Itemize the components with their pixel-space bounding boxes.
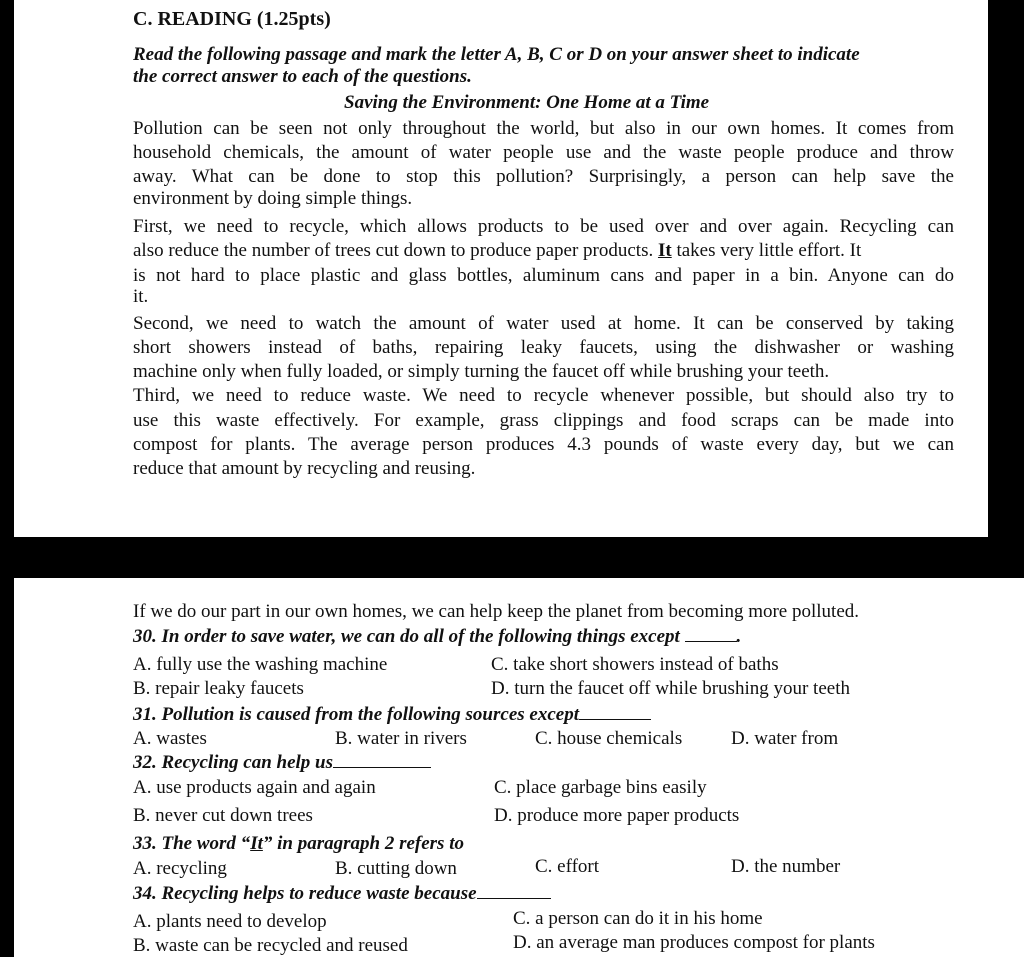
passage-line-2: household chemicals, the amount of water people use and the waste people produce and throw	[133, 142, 954, 163]
passage-line-8: it.	[133, 286, 149, 307]
q30-option-c: C. take short showers instead of baths	[491, 654, 779, 675]
q31-option-d: D. water from	[731, 728, 839, 749]
passage-line-11: machine only when fully loaded, or simply turning the faucet off while brushing your teeth.	[133, 361, 830, 382]
section-heading: C. READING (1.25pts)	[133, 8, 331, 30]
q30-stem: 30. In order to save water, we can do all of the following things except .	[133, 626, 742, 647]
passage-line-12: Third, we need to reduce waste. We need to recycle whenever possible, but should also try to	[133, 385, 954, 406]
q33-stem-word: It	[250, 833, 263, 854]
q31-option-b: B. water in rivers	[335, 728, 467, 749]
instruction-line-1: Read the following passage and mark the letter A, B, C or D on your answer sheet to indicate	[133, 44, 860, 65]
q31-stem	[133, 704, 651, 726]
q30-option-b: B. repair leaky faucets	[133, 678, 304, 699]
q31-answer-blank	[579, 705, 651, 720]
passage-line-10: short showers instead of baths, repairing leaky faucets, using the dishwasher or washing	[133, 337, 954, 358]
q33-stem	[133, 833, 464, 855]
passage-title: Saving the Environment: One Home at a Time	[344, 92, 710, 113]
passage-line-5: First, we need to recycle, which allows products to be used over and over again. Recycling can	[133, 216, 954, 237]
q33-stem-post: ” in paragraph 2 refers to	[262, 833, 464, 854]
q32-option-b: B. never cut down trees	[133, 805, 313, 826]
passage-line-14: compost for plants. The average person produces 4.3 pounds of waste every day, but we can	[133, 434, 954, 455]
passage-line-6-tail: takes very little effort. It	[676, 240, 862, 261]
passage-line-7: is not hard to place plastic and glass bottles, aluminum cans and paper in a bin. Anyone can do	[133, 265, 954, 286]
passage-line-3: away. What can be done to stop this pollution? Surprisingly, a person can help save the	[133, 166, 954, 187]
q30-answer-blank	[685, 627, 737, 642]
q33-option-b: B. cutting down	[335, 858, 457, 879]
passage-line-15: reduce that amount by recycling and reusing.	[133, 458, 476, 479]
q32-answer-blank	[333, 753, 431, 768]
passage-line-6-text: also reduce the number of trees cut down to produce paper products.	[133, 240, 654, 261]
instruction-line-2: the correct answer to each of the questions.	[133, 66, 472, 87]
q31-stem-text: 31. Pollution is caused from the following sources except	[133, 704, 579, 725]
passage-closing-line: If we do our part in our own homes, we can help keep the planet from becoming more polluted.	[133, 601, 860, 622]
q32-option-a: A. use products again and again	[133, 777, 376, 798]
q34-option-a: A. plants need to develop	[133, 911, 327, 932]
q32-stem-text: 32. Recycling can help us	[133, 752, 334, 773]
referent-it-word: It	[657, 240, 672, 261]
q30-option-d: D. turn the faucet off while brushing your teeth	[491, 678, 850, 699]
q34-stem-text: 34. Recycling helps to reduce waste because	[133, 883, 477, 904]
passage-line-1: Pollution can be seen not only throughout the world, but also in our own homes. It comes from	[133, 118, 954, 139]
q34-stem	[133, 883, 551, 905]
q34-option-d: D. an average man produces compost for plants	[513, 932, 875, 953]
q31-option-c: C. house chemicals	[535, 728, 683, 749]
q33-option-a: A. recycling	[133, 858, 227, 879]
q30-option-a: A. fully use the washing machine	[133, 654, 388, 675]
q34-answer-blank	[477, 884, 551, 899]
q33-stem-pre: 33. The word “	[133, 833, 251, 854]
q34-option-c: C. a person can do it in his home	[513, 908, 763, 929]
q32-option-c: C. place garbage bins easily	[494, 777, 707, 798]
passage-line-4: environment by doing simple things.	[133, 188, 413, 209]
q31-option-a: A. wastes	[133, 728, 207, 749]
q32-stem	[133, 752, 431, 774]
q33-option-d: D. the number	[731, 856, 841, 877]
passage-line-13: use this waste effectively. For example, grass clippings and food scraps can be made into	[133, 410, 954, 431]
q34-option-b: B. waste can be recycled and reused	[133, 935, 408, 956]
q32-option-d: D. produce more paper products	[494, 805, 740, 826]
q30-stem-text: 30. In order to save water, we can do all of the following things except	[133, 626, 680, 647]
passage-line-9: Second, we need to watch the amount of water used at home. It can be conserved by taking	[133, 313, 954, 334]
q33-option-c: C. effort	[535, 856, 600, 877]
passage-line-6	[133, 240, 954, 262]
